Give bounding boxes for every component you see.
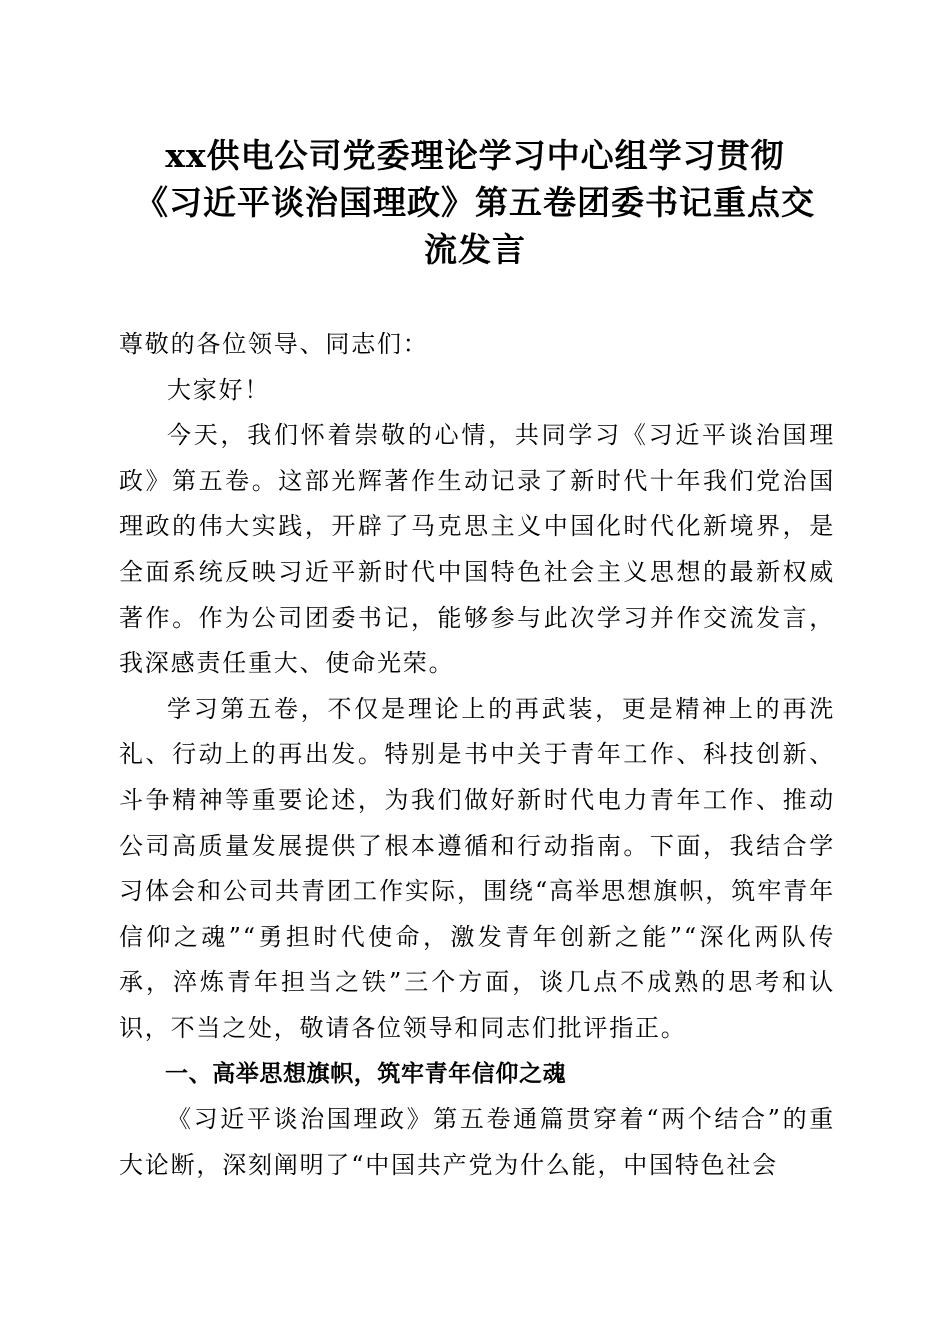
- title-line-2: 《习近平谈治国理政》第五卷团委书记重点交: [135, 183, 815, 222]
- title-line-3: 流发言: [424, 230, 526, 269]
- paragraph-intro: 今天，我们怀着崇敬的心情，共同学习《习近平谈治国理政》第五卷。这部光辉著作生动记录了新时代十年我们党治国理政的伟大实践，开辟了马克思主义中国化时代化新境界，是全面系统反映习近平新时代中国特色社会主义思想的最新权威著作。作为公司团委书记，能够参与此次学习并作交流发言，我深感责任重大、使命光荣。: [119, 421, 835, 678]
- paragraph-overview: 学习第五卷，不仅是理论上的再武装，更是精神上的再洗礼、行动上的再出发。特别是书中关于青年工作、科技创新、斗争精神等重要论述，为我们做好新时代电力青年工作、推动公司高质量发展提供了根本遵循和行动指南。下面，我结合学习体会和公司共青团工作实际，围绕“高举思想旗帜，筑牢青年信仰之魂”“勇担时代使命，激发青年创新之能”“深化两队传承，淬炼青年担当之铁”三个方面，谈几点不成熟的思考和认识，不当之处，敬请各位领导和同志们批评指正。: [119, 694, 835, 1042]
- section-paragraph: 《习近平谈治国理政》第五卷通篇贯穿着“两个结合”的重大论断，深刻阐明了“中国共产党为什么能，中国特色社会: [119, 1105, 835, 1179]
- document-body: [119, 322, 835, 1188]
- section-heading: 一、高举思想旗帜，筑牢青年信仰之魂: [165, 1060, 567, 1087]
- document-title: [110, 132, 840, 273]
- title-line-1: xx供电公司党委理论学习中心组学习贯彻: [165, 136, 785, 175]
- salutation: 尊敬的各位领导、同志们：: [119, 330, 429, 358]
- greeting: 大家好！: [167, 375, 271, 404]
